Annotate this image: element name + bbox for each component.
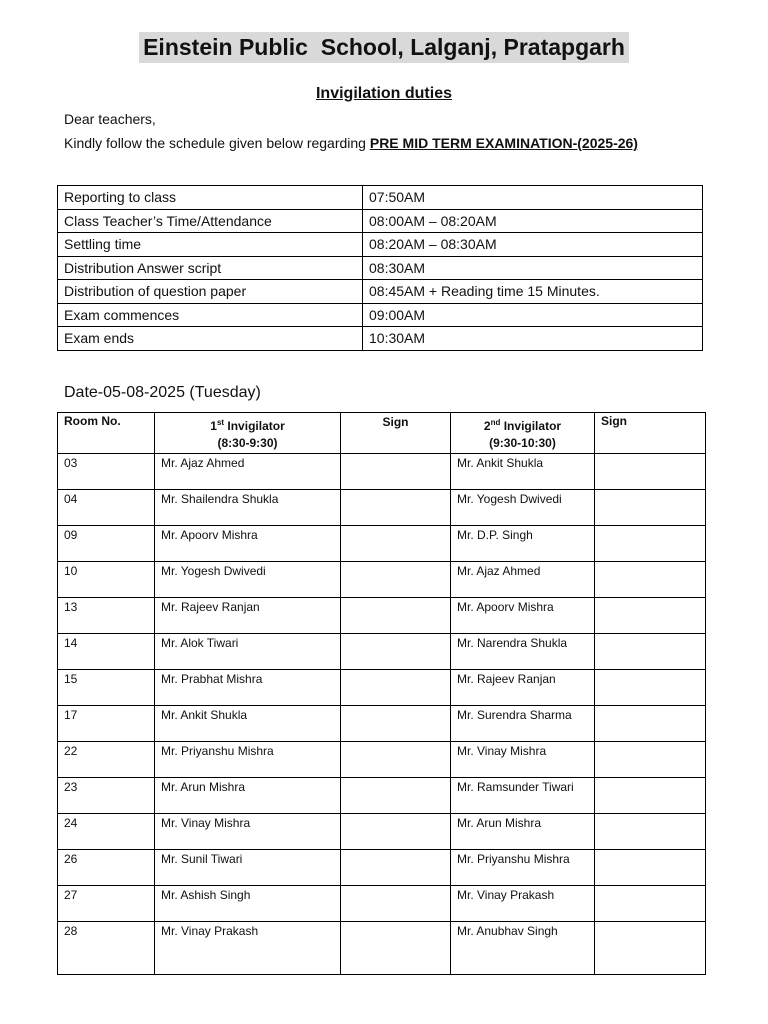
table-row [58, 706, 706, 742]
schedule-time: 07:50AM [363, 186, 703, 210]
sign-header-2: Sign [595, 413, 706, 454]
sign-cell-1 [341, 670, 451, 706]
room-cell: 03 [58, 454, 155, 490]
school-name: Einstein Public School, Lalganj, Pratapgarh [139, 32, 629, 63]
sign-cell-1 [341, 706, 451, 742]
sign-cell-1 [341, 598, 451, 634]
sign-cell-2 [595, 562, 706, 598]
second-ordinal-suffix: nd [490, 418, 501, 427]
first-invigilator-cell: Mr. Sunil Tiwari [155, 850, 341, 886]
sign-cell-2 [595, 778, 706, 814]
second-invigilator-cell: Mr. Vinay Prakash [451, 886, 595, 922]
second-invigilator-cell: Mr. Vinay Mishra [451, 742, 595, 778]
schedule-time: 08:45AM + Reading time 15 Minutes. [363, 280, 703, 304]
first-invigilator-cell: Mr. Priyanshu Mishra [155, 742, 341, 778]
first-invigilator-cell: Mr. Rajeev Ranjan [155, 598, 341, 634]
room-cell: 17 [58, 706, 155, 742]
schedule-activity: Class Teacher’s Time/Attendance [58, 209, 363, 233]
salutation: Dear teachers, [64, 111, 156, 127]
schedule-time: 10:30AM [363, 327, 703, 351]
page-title: Invigilation duties [315, 85, 452, 102]
table-row [58, 886, 706, 922]
schedule-row [58, 186, 703, 210]
table-row [58, 814, 706, 850]
room-cell: 14 [58, 634, 155, 670]
sign-cell-1 [341, 562, 451, 598]
table-row [58, 490, 706, 526]
room-cell: 22 [58, 742, 155, 778]
room-cell: 09 [58, 526, 155, 562]
first-invigilator-cell: Mr. Ankit Shukla [155, 706, 341, 742]
first-invigilator-cell: Mr. Arun Mishra [155, 778, 341, 814]
sign-cell-1 [341, 634, 451, 670]
room-cell: 27 [58, 886, 155, 922]
first-invigilator-header [155, 413, 341, 454]
sign-cell-1 [341, 526, 451, 562]
schedule-row [58, 233, 703, 257]
table-row [58, 670, 706, 706]
sign-cell-2 [595, 886, 706, 922]
room-cell: 26 [58, 850, 155, 886]
sign-cell-2 [595, 670, 706, 706]
schedule-time: 09:00AM [363, 303, 703, 327]
schedule-row [58, 303, 703, 327]
schedule-time: 08:00AM – 08:20AM [363, 209, 703, 233]
sign-cell-2 [595, 814, 706, 850]
second-invigilator-header [451, 413, 595, 454]
table-row [58, 598, 706, 634]
schedule-activity: Reporting to class [58, 186, 363, 210]
first-invigilator-cell: Mr. Alok Tiwari [155, 634, 341, 670]
sign-cell-2 [595, 922, 706, 975]
schedule-table [57, 185, 703, 351]
schedule-time: 08:20AM – 08:30AM [363, 233, 703, 257]
second-invigilator-cell: Mr. Arun Mishra [451, 814, 595, 850]
first-invigilator-cell: Mr. Ashish Singh [155, 886, 341, 922]
sign-cell-2 [595, 526, 706, 562]
second-invigilator-cell: Mr. Narendra Shukla [451, 634, 595, 670]
sign-header-1: Sign [341, 413, 451, 454]
room-cell: 24 [58, 814, 155, 850]
sign-cell-2 [595, 850, 706, 886]
second-invigilator-cell: Mr. Rajeev Ranjan [451, 670, 595, 706]
table-row [58, 922, 706, 975]
second-invigilator-cell: Mr. Yogesh Dwivedi [451, 490, 595, 526]
schedule-row [58, 280, 703, 304]
second-invigilator-cell: Mr. Surendra Sharma [451, 706, 595, 742]
schedule-activity: Distribution Answer script [58, 256, 363, 280]
room-cell: 23 [58, 778, 155, 814]
sign-cell-2 [595, 634, 706, 670]
first-invigilator-cell: Mr. Yogesh Dwivedi [155, 562, 341, 598]
second-ordinal: 2 [483, 419, 491, 433]
sign-cell-2 [595, 454, 706, 490]
second-invigilator-cell: Mr. Ankit Shukla [451, 454, 595, 490]
second-invigilator-cell: Mr. Ramsunder Tiwari [451, 778, 595, 814]
second-invigilator-cell: Mr. D.P. Singh [451, 526, 595, 562]
first-ordinal: 1 [210, 419, 217, 433]
second-invigilator-cell: Mr. Ajaz Ahmed [451, 562, 595, 598]
second-invigilator-cell: Mr. Anubhav Singh [451, 922, 595, 975]
room-cell: 28 [58, 922, 155, 975]
table-row [58, 526, 706, 562]
table-row [58, 778, 706, 814]
duty-date: Date-05-08-2025 (Tuesday) [64, 384, 261, 401]
table-row [58, 850, 706, 886]
room-header: Room No. [58, 413, 155, 454]
first-invigilator-cell: Mr. Ajaz Ahmed [155, 454, 341, 490]
exam-name: PRE MID TERM EXAMINATION-(2025-26) [369, 135, 638, 151]
sign-cell-2 [595, 490, 706, 526]
sign-cell-1 [341, 490, 451, 526]
second-invigilator-time: (9:30-10:30) [489, 436, 556, 450]
first-invigilator-cell: Mr. Vinay Mishra [155, 814, 341, 850]
schedule-activity: Settling time [58, 233, 363, 257]
first-ordinal-suffix: st [216, 418, 225, 427]
first-invigilator-cell: Mr. Prabhat Mishra [155, 670, 341, 706]
sign-cell-1 [341, 778, 451, 814]
sign-cell-2 [595, 742, 706, 778]
schedule-time: 08:30AM [363, 256, 703, 280]
sign-cell-1 [341, 742, 451, 778]
room-cell: 13 [58, 598, 155, 634]
schedule-row [58, 256, 703, 280]
sign-cell-2 [595, 598, 706, 634]
table-row [58, 562, 706, 598]
sign-cell-1 [341, 886, 451, 922]
sign-cell-1 [341, 850, 451, 886]
sign-cell-1 [341, 454, 451, 490]
instruction-text [64, 135, 638, 151]
first-invigilator-time: (8:30-9:30) [217, 436, 278, 450]
sign-cell-2 [595, 706, 706, 742]
first-invigilator-cell: Mr. Shailendra Shukla [155, 490, 341, 526]
room-cell: 04 [58, 490, 155, 526]
second-invigilator-cell: Mr. Priyanshu Mishra [451, 850, 595, 886]
invigilation-table [57, 412, 706, 975]
first-invigilator-cell: Mr. Vinay Prakash [155, 922, 341, 975]
table-header-row [58, 413, 706, 454]
room-cell: 15 [58, 670, 155, 706]
sign-cell-1 [341, 814, 451, 850]
schedule-activity: Exam ends [58, 327, 363, 351]
schedule-activity: Exam commences [58, 303, 363, 327]
instruction-lead: Kindly follow the schedule given below regarding [64, 135, 370, 151]
room-cell: 10 [58, 562, 155, 598]
schedule-row [58, 209, 703, 233]
schedule-activity: Distribution of question paper [58, 280, 363, 304]
first-invigilator-label: Invigilator [224, 419, 285, 433]
table-row [58, 454, 706, 490]
second-invigilator-cell: Mr. Apoorv Mishra [451, 598, 595, 634]
second-invigilator-label: Invigilator [500, 419, 562, 433]
first-invigilator-cell: Mr. Apoorv Mishra [155, 526, 341, 562]
table-row [58, 742, 706, 778]
table-row [58, 634, 706, 670]
sign-cell-1 [341, 922, 451, 975]
schedule-row [58, 327, 703, 351]
